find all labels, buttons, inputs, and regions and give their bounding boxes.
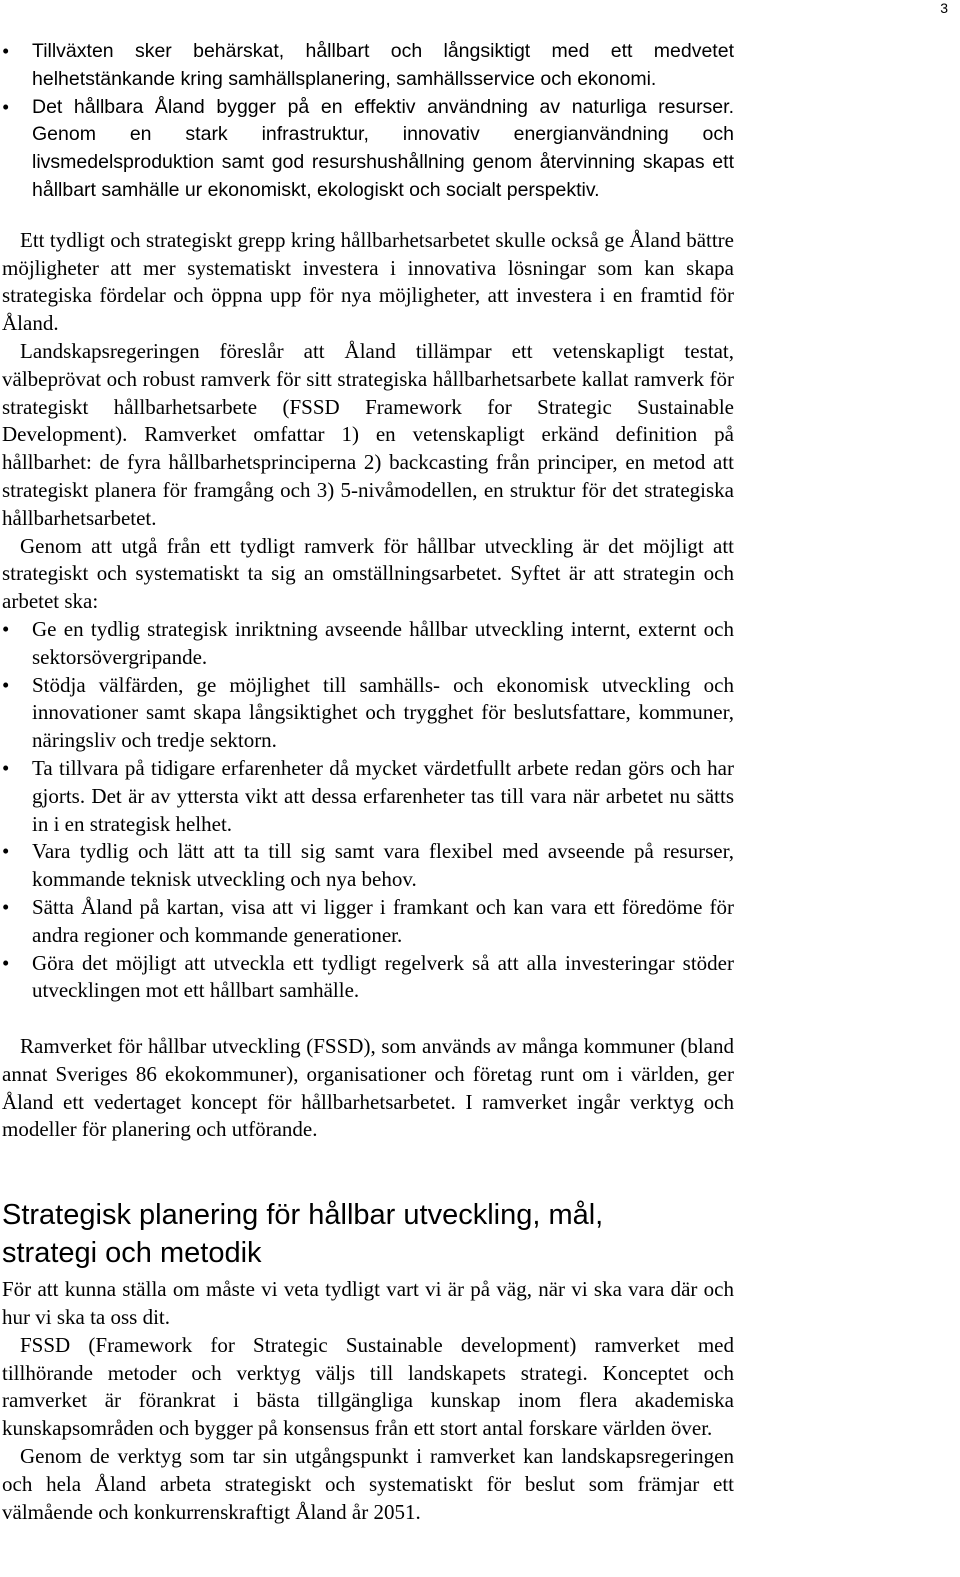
bullet-icon: • [2, 672, 10, 697]
list-item [2, 616, 734, 672]
paragraph: Ramverket för hållbar utveckling (FSSD), som används av många kommuner (bland annat Sveriges 86 ekokommuner), organisationer och företag runt om i världen, ger Åland ett vedertaget koncept för hållbarhetsarbetet. I ramverket ingår verktyg och modeller för planering och utförande. [2, 1034, 734, 1142]
spacer [2, 1005, 734, 1033]
strategy-bullet-list [2, 616, 734, 1005]
paragraph: FSSD (Framework for Strategic Sustainable development) ramverket med tillhörande metoder och verktyg väljs till landskapets strategi. Konceptet och ramverket är förankrat i bästa tillgängliga kunskap inom flera akademiska kunskapsområden och bygger på konsensus från ett stort antal forskare världen över. [2, 1332, 734, 1441]
spacer [2, 1144, 734, 1196]
list-item-text: Sätta Åland på kartan, visa att vi ligger i framkant och kan vara ett föredöme för andra regioner och kommande generationer. [32, 894, 734, 947]
paragraph: Landskapsregeringen föreslår att Åland tillämpar ett vetenskapligt testat, välbeprövat och robust ramverk för sitt strategiska hållbarhetsarbete kallat ramverk för strategiskt hållbarhetsarbete (FSSD Framework for Strategic Sustainable Development). Ramverket omfattar 1) en vetenskapligt erkänd definition på hållbarhet: de fyra hållbarhetsprinciperna 2) backcasting från principer, en metod att strategiskt planera för framgång och 3) 5-nivåmodellen, en struktur för det strategiska hållbarhetsarbetet. [2, 338, 734, 530]
page-number: 3 [940, 0, 948, 16]
list-item-text: Tillväxten sker behärskat, hållbart och långsiktigt med ett medvetet helhetstänkande kring samhällsplanering, samhällsservice och ekonomi. [32, 40, 734, 90]
paragraph: Ett tydligt och strategiskt grepp kring hållbarhetsarbetet skulle också ge Åland bättre möjligheter att mer systematiskt investera i innovativa lösningar som kan skapa strategiska fördelar och öppna upp för nya möjligheter, att investera i en framtid för Åland. [2, 227, 734, 336]
paragraph: Genom att utgå från ett tydligt ramverk för hållbar utveckling är det möjligt att strategiskt och systematiskt ta sig an omställningsarbetet. Syftet är att strategin och arbetet ska: [2, 533, 734, 614]
list-item [2, 672, 734, 755]
paragraph: Genom de verktyg som tar sin utgångspunkt i ramverket kan landskapsregeringen och hela Åland arbeta strategiskt och systematiskt för beslut som främjar ett välmående och konkurrenskraftigt Åland år 2051. [2, 1444, 734, 1524]
bullet-icon: • [2, 39, 10, 63]
list-item [2, 838, 734, 894]
list-item-text: Ta tillvara på tidigare erfarenheter då mycket värdetfullt arbete redan görs och har gjorts. Det är av yttersta vikt att dessa erfarenheter tas till vara när arbetet nu sätts in i en strategisk helhet. [32, 755, 734, 836]
list-item [2, 38, 734, 94]
bullet-icon: • [2, 755, 10, 780]
list-item-text: Göra det möjligt att utveckla ett tydligt regelverk så att alla investeringar stöder utvecklingen mot ett hållbart samhälle. [32, 950, 734, 1003]
list-item-text: Det hållbara Åland bygger på en effektiv användning av naturliga resurser. Genom en stark infrastruktur, innovativ energianvändning och livsmedelsproduktion samt god resurshushållning genom återvinning skapas ett hållbart samhälle ur ekonomiskt, ekologiskt och socialt perspektiv. [32, 95, 734, 201]
bullet-icon: • [2, 894, 10, 919]
list-item [2, 94, 734, 205]
intro-bullet-list [2, 38, 734, 205]
list-item [2, 755, 734, 838]
spacer [2, 205, 734, 227]
bullet-icon: • [2, 950, 10, 975]
list-item [2, 950, 734, 1006]
bullet-icon: • [2, 839, 10, 864]
list-item-text: Ge en tydlig strategisk inriktning avseende hållbar utveckling internt, externt och sektorsövergripande. [32, 616, 734, 669]
bullet-icon: • [2, 94, 10, 119]
section-heading: Strategisk planering för hållbar utveckling, mål, strategi och metodik [2, 1199, 604, 1270]
list-item [2, 894, 734, 950]
bullet-icon: • [2, 616, 10, 641]
document-body [2, 38, 734, 1526]
list-item-text: Stödja välfärden, ge möjlighet till samhälls- och ekonomisk utveckling och innovationer samt skapa långsiktighet och trygghet för beslutsfattare, kommuner, näringsliv och tredje sektorn. [32, 672, 734, 753]
paragraph: För att kunna ställa om måste vi veta tydligt vart vi är på väg, när vi ska vara där och hur vi ska ta oss dit. [2, 1277, 734, 1330]
list-item-text: Vara tydlig och lätt att ta till sig samt vara flexibel med avseende på resurser, kommande teknisk utveckling och nya behov. [32, 839, 734, 892]
